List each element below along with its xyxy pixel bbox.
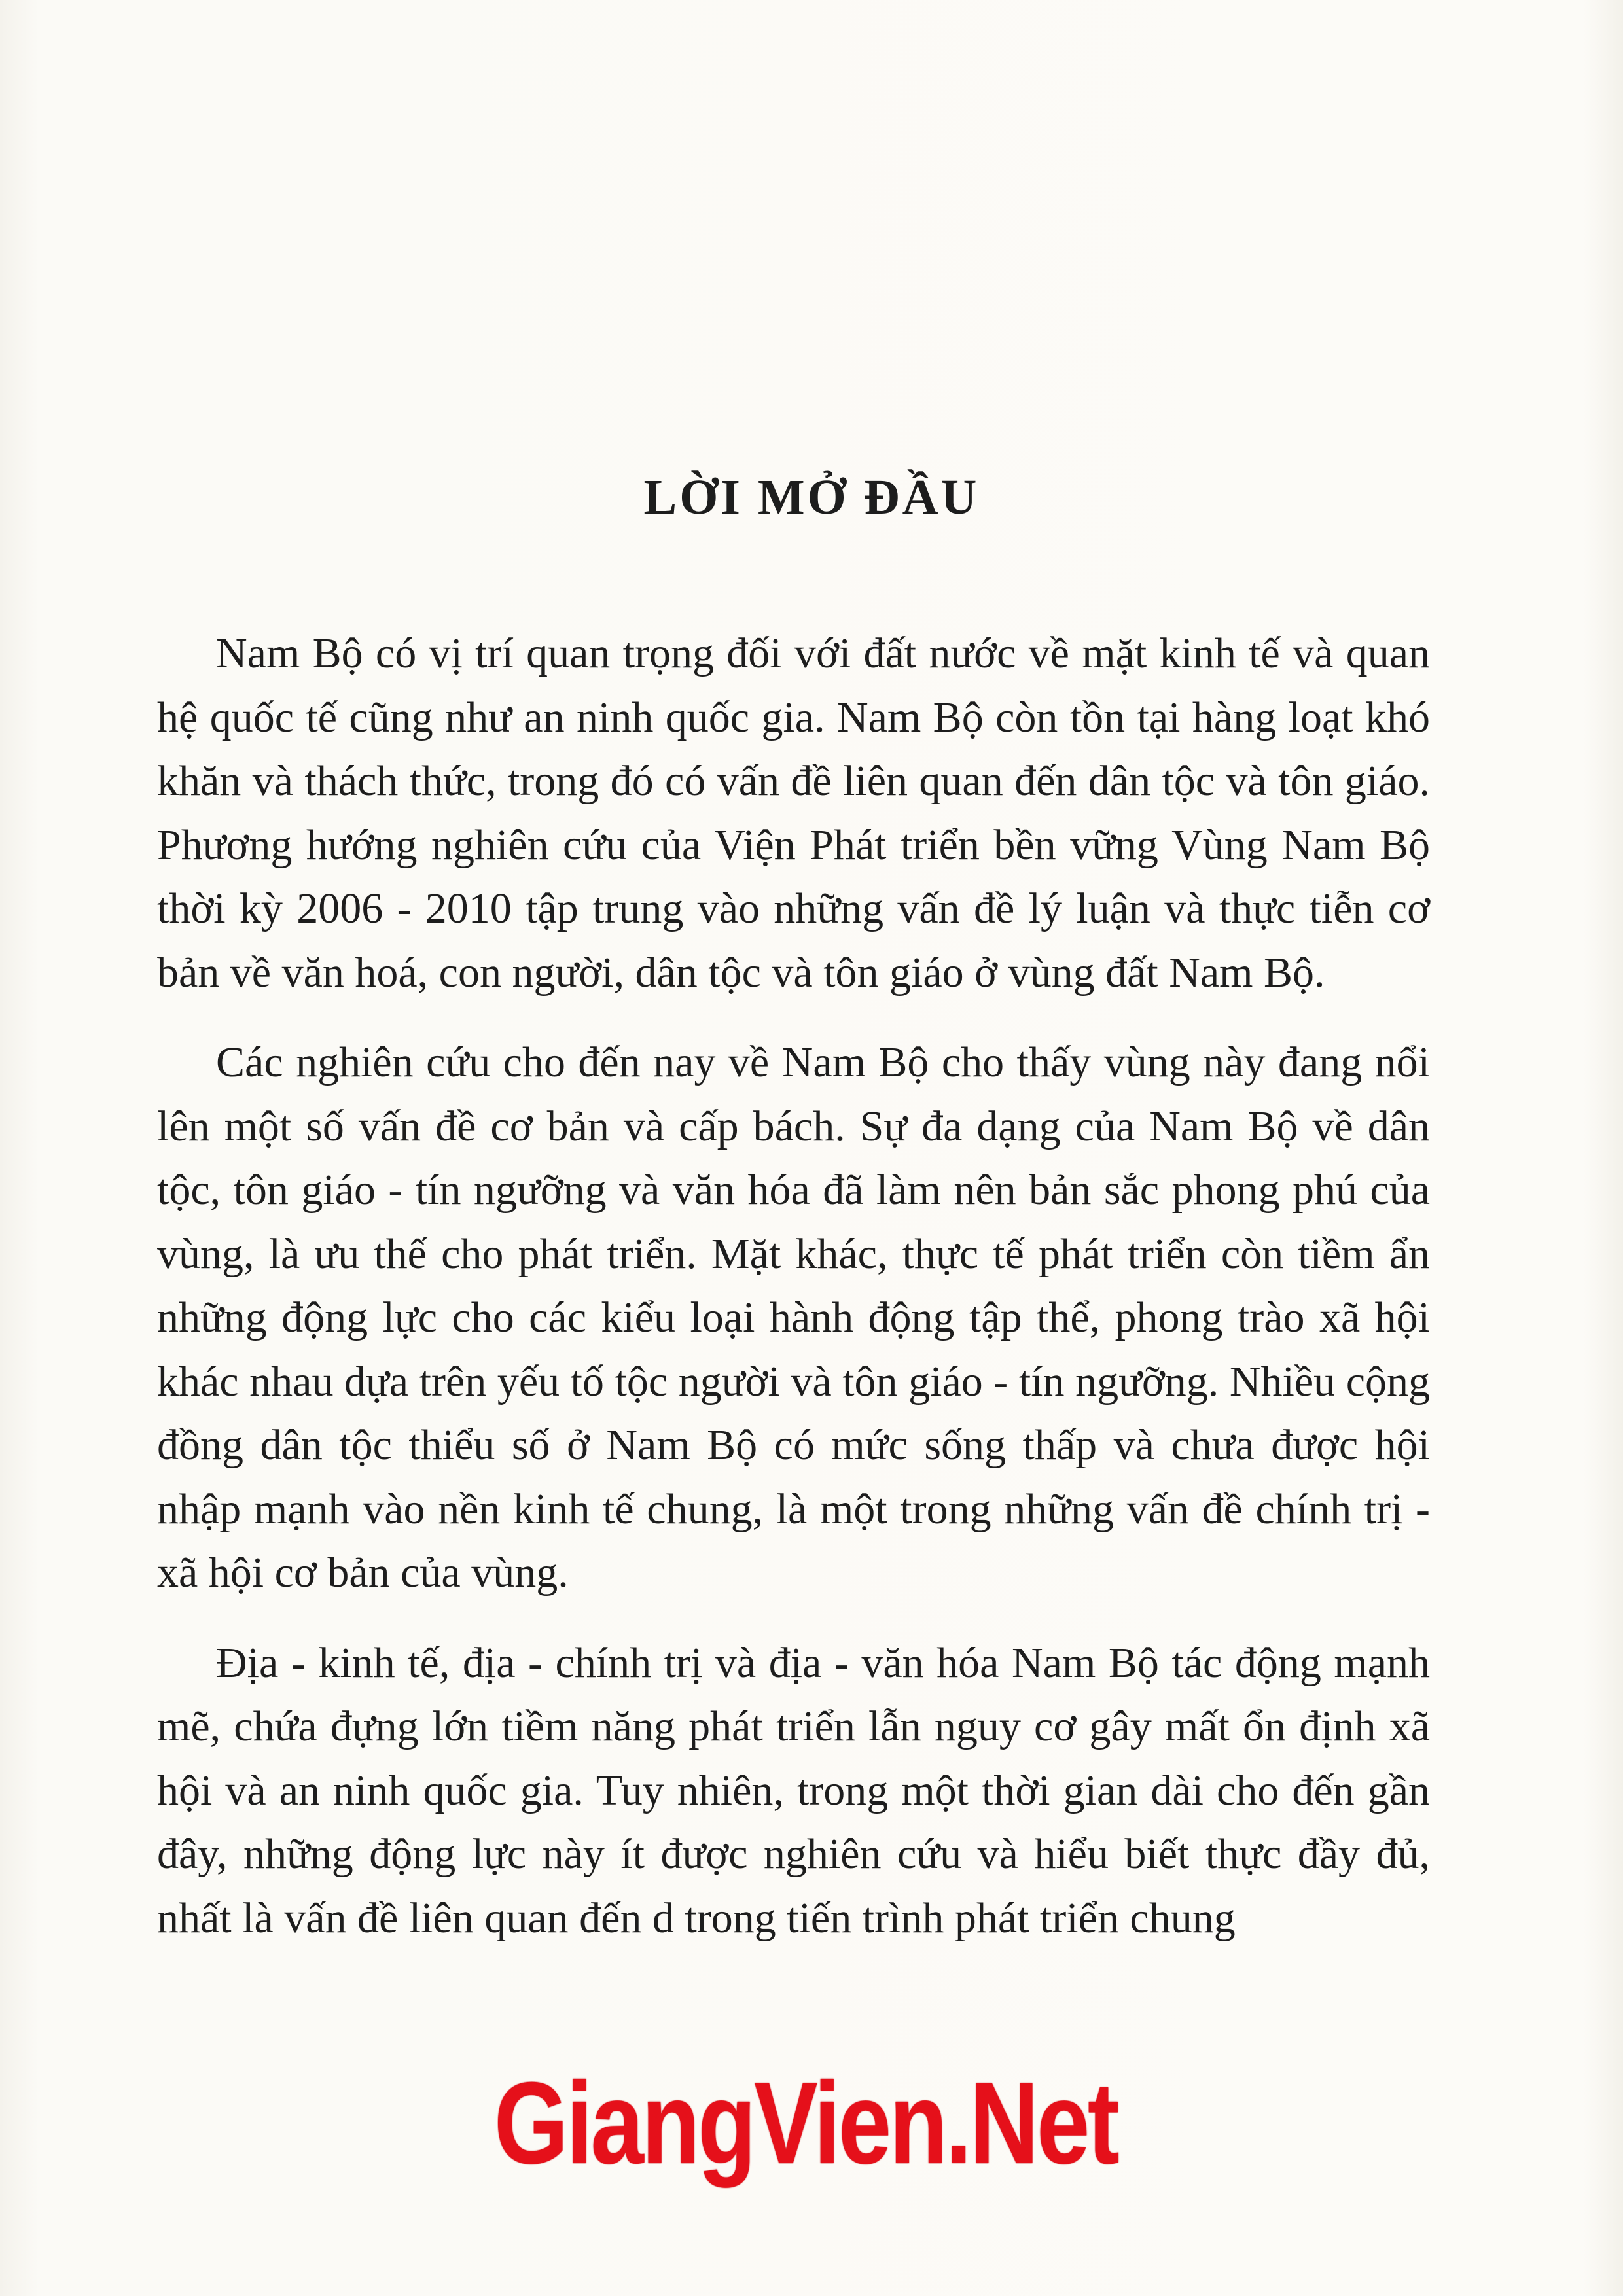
watermark-logo: GiangVien.Net [494,2058,1118,2188]
page-title: LỜI MỞ ĐẦU [643,470,980,525]
body-text [157,622,1430,1976]
paragraph-3: Địa - kinh tế, địa - chính trị và địa - văn hóa Nam Bộ tác động mạnh mẽ, chứa đựng lớn tiềm năng phát triển lẫn nguy cơ gây mất ổn định xã hội và an ninh quốc gia. Tuy nhiên, trong một thời gian dài cho đến gần đây, những động lực này ít được nghiên cứu và hiểu biết thực đầy đủ, nhất là vấn đề liên quan đến d trong tiến trình phát triển chung [157,1638,1430,1942]
paragraph-2: Các nghiên cứu cho đến nay về Nam Bộ cho thấy vùng này đang nổi lên một số vấn đề cơ bản và cấp bách. Sự đa dạng của Nam Bộ về dân tộc, tôn giáo - tín ngưỡng và văn hóa đã làm nên bản sắc phong phú của vùng, là ưu thế cho phát triển. Mặt khác, thực tế phát triển còn tiềm ẩn những động lực cho các kiểu loại hành động tập thể, phong trào xã hội khác nhau dựa trên yếu tố tộc người và tôn giáo - tín ngưỡng. Nhiều cộng đồng dân tộc thiểu số ở Nam Bộ có mức sống thấp và chưa được hội nhập mạnh vào nền kinh tế chung, là một trong những vấn đề chính trị - xã hội cơ bản của vùng. [157,1038,1430,1597]
paragraph-1: Nam Bộ có vị trí quan trọng đối với đất nước về mặt kinh tế và quan hệ quốc tế cũng như an ninh quốc gia. Nam Bộ còn tồn tại hàng loạt khó khăn và thách thức, trong đó có vấn đề liên quan đến dân tộc và tôn giáo. Phương hướng nghiên cứu của Viện Phát triển bền vững Vùng Nam Bộ thời kỳ 2006 - 2010 tập trung vào những vấn đề lý luận và thực tiễn cơ bản về văn hoá, con người, dân tộc và tôn giáo ở vùng đất Nam Bộ. [157,629,1430,997]
